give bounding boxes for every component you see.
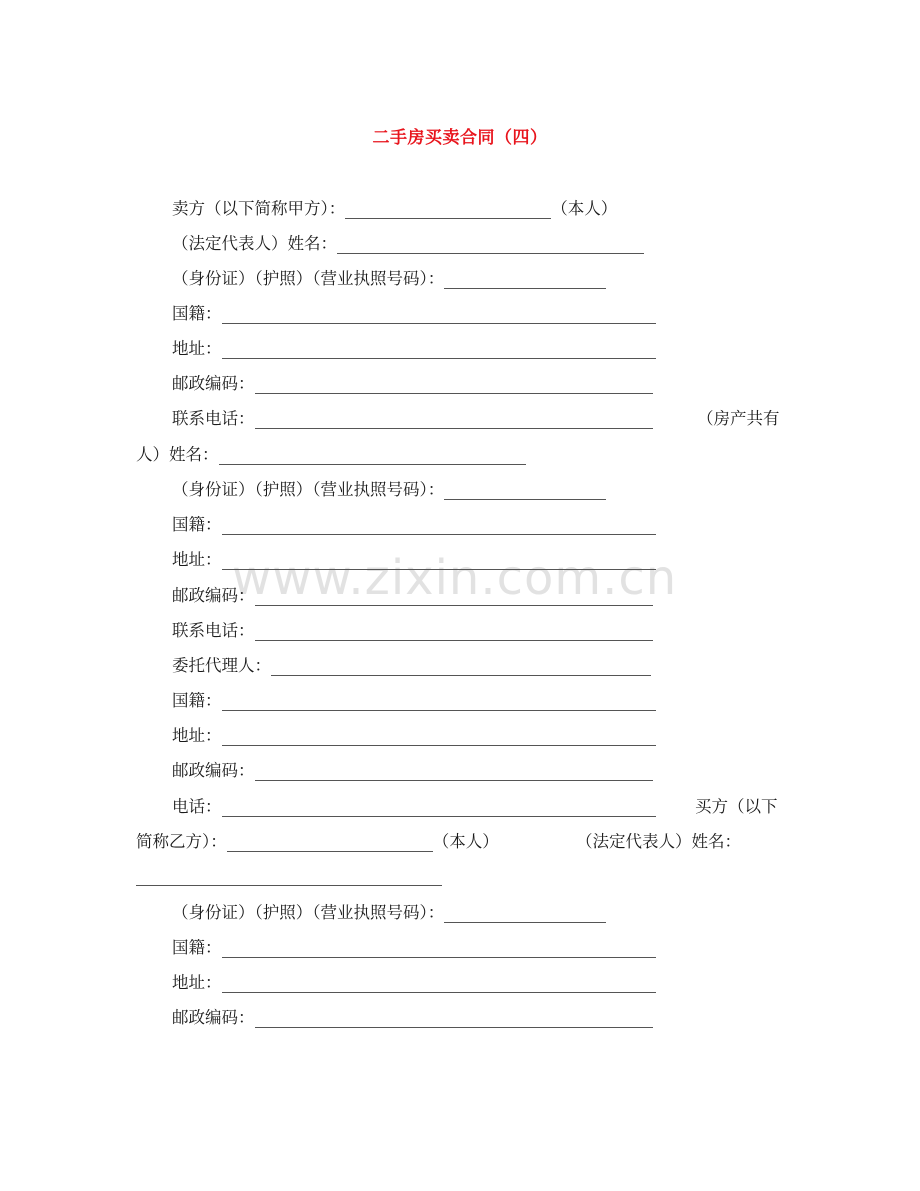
agent-phone-row (172, 795, 656, 819)
seller-address-label: 地址： (172, 339, 222, 358)
co-owner-address-row (172, 548, 656, 572)
buyer-label: 简称乙方）： (136, 832, 227, 851)
buyer-address-label: 地址： (172, 973, 222, 992)
agent-nationality-label: 国籍： (172, 691, 222, 710)
agent-nationality-row (172, 689, 656, 713)
co-owner-nationality-field[interactable] (222, 513, 656, 535)
co-owner-name-row (136, 443, 526, 467)
co-owner-address-field[interactable] (222, 548, 656, 570)
buyer-legal-rep-row (136, 864, 442, 888)
buyer-postal-field[interactable] (255, 1006, 653, 1028)
seller-nationality-row (172, 302, 656, 326)
co-owner-id-field[interactable] (444, 478, 606, 500)
buyer-legal-rep-label: （法定代表人）姓名： (576, 832, 741, 851)
seller-id-label: （身份证）（护照）（营业执照号码）： (172, 269, 445, 288)
co-owner-phone-row (172, 619, 653, 643)
buyer-name-field[interactable] (227, 830, 433, 852)
seller-address-row (172, 337, 656, 361)
agent-address-field[interactable] (222, 724, 656, 746)
agent-postal-label: 邮政编码： (172, 761, 255, 780)
buyer-legal-rep-field[interactable] (136, 864, 442, 886)
buyer-postal-label: 邮政编码： (172, 1008, 255, 1027)
co-owner-nationality-row (172, 513, 656, 537)
seller-phone-label: 联系电话： (172, 409, 255, 428)
seller-row (172, 197, 617, 221)
seller-id-field[interactable] (444, 267, 606, 289)
co-owner-address-label: 地址： (172, 550, 222, 569)
seller-id-row (172, 267, 606, 291)
agent-name-field[interactable] (271, 654, 651, 676)
seller-nationality-field[interactable] (222, 302, 656, 324)
agent-postal-field[interactable] (255, 759, 653, 781)
buyer-nationality-field[interactable] (222, 936, 656, 958)
co-owner-phone-label: 联系电话： (172, 621, 255, 640)
watermark: www.zixin.com.cn (232, 550, 678, 606)
seller-phone-row (172, 407, 653, 431)
co-owner-postal-field[interactable] (255, 584, 653, 606)
co-owner-id-row (172, 478, 606, 502)
seller-legal-rep-row (172, 232, 644, 256)
buyer-id-field[interactable] (444, 901, 606, 923)
seller-nationality-label: 国籍： (172, 304, 222, 323)
agent-row (172, 654, 651, 678)
co-owner-phone-field[interactable] (255, 619, 653, 641)
buyer-postal-row (172, 1006, 653, 1030)
co-owner-postal-label: 邮政编码： (172, 586, 255, 605)
seller-postal-row (172, 372, 653, 396)
buyer-start: 买方（以下 (695, 797, 778, 816)
buyer-address-row (172, 971, 656, 995)
buyer-nationality-row (172, 936, 656, 960)
agent-phone-field[interactable] (222, 795, 656, 817)
buyer-suffix: （本人） (432, 832, 499, 851)
seller-address-field[interactable] (222, 337, 656, 359)
seller-label: 卖方（以下简称甲方）： (172, 199, 346, 218)
seller-suffix: （本人） (551, 199, 618, 218)
seller-postal-label: 邮政编码： (172, 374, 255, 393)
buyer-address-field[interactable] (222, 971, 656, 993)
co-owner-name-label: 人）姓名： (136, 445, 219, 464)
seller-legal-rep-label: （法定代表人）姓名： (172, 234, 337, 253)
co-owner-nationality-label: 国籍： (172, 515, 222, 534)
seller-legal-rep-field[interactable] (337, 232, 644, 254)
agent-address-label: 地址： (172, 726, 222, 745)
seller-postal-field[interactable] (255, 372, 653, 394)
agent-label: 委托代理人： (172, 656, 271, 675)
agent-nationality-field[interactable] (222, 689, 656, 711)
co-owner-name-field[interactable] (219, 443, 526, 465)
co-owner-start: （房产共有 (697, 409, 780, 428)
agent-postal-row (172, 759, 653, 783)
document-title: 二手房买卖合同（四） (372, 128, 548, 148)
buyer-id-label: （身份证）（护照）（营业执照号码）： (172, 903, 445, 922)
buyer-row (136, 830, 499, 854)
agent-phone-label: 电话： (172, 797, 222, 816)
co-owner-id-label: （身份证）（护照）（营业执照号码）： (172, 480, 445, 499)
seller-name-field[interactable] (345, 197, 551, 219)
co-owner-postal-row (172, 584, 653, 608)
agent-address-row (172, 724, 656, 748)
buyer-id-row (172, 901, 606, 925)
buyer-nationality-label: 国籍： (172, 938, 222, 957)
seller-phone-field[interactable] (255, 407, 653, 429)
